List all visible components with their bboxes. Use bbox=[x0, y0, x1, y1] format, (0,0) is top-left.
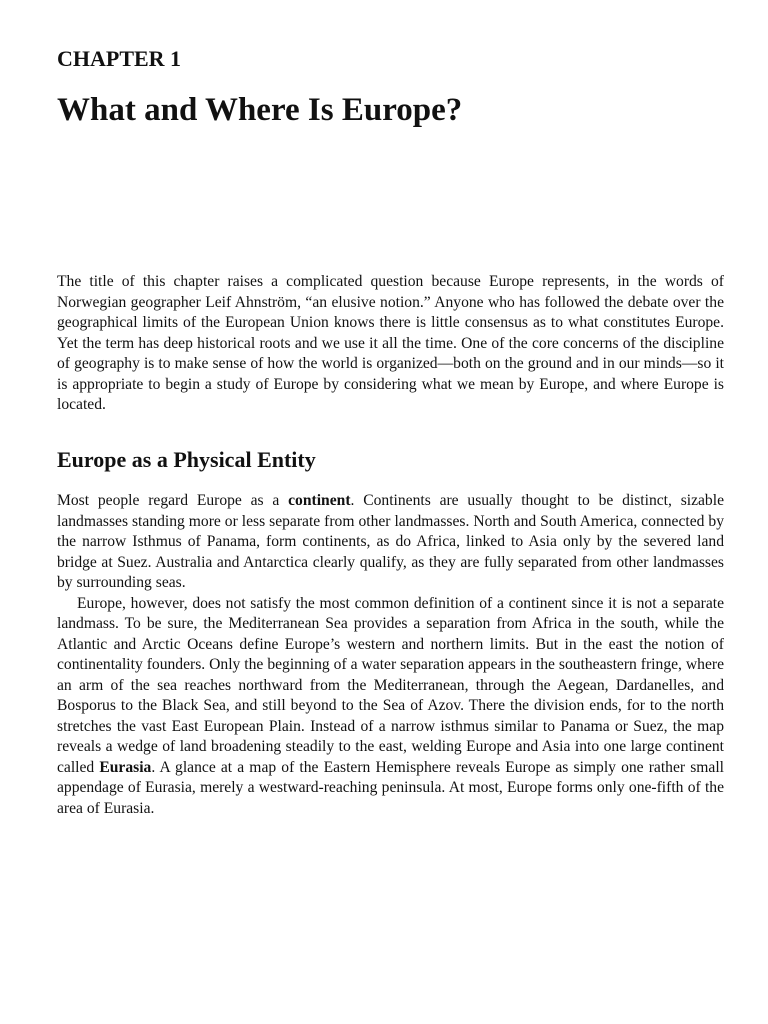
chapter-title: What and Where Is Europe? bbox=[57, 92, 463, 128]
key-term-continent: continent bbox=[288, 492, 351, 509]
intro-paragraph: The title of this chapter raises a complicated question because Europe represents, in the words of Norwegian geographer Leif Ahnström, “an elusive notion.” Anyone who has followed the debate over the geographical limits of the European Union knows there is little consensus as to what constitutes Europe. Yet the term has deep historical roots and we use it all the time. One of the core concerns of the discipline of geography is to make sense of how the world is organized—both on the ground and in our minds—so it is appropriate to begin a study of Europe by considering what we mean by Europe, and where Europe is located. bbox=[57, 273, 724, 413]
paragraph-text: . A glance at a map of the Eastern Hemisphere reveals Europe as simply one rather small appendage of Eurasia, merely a westward-reaching peninsula. At most, Europe forms only one-fifth of the area of Eurasia. bbox=[57, 758, 725, 817]
paragraph-continent bbox=[57, 491, 724, 594]
section-body bbox=[57, 491, 724, 819]
chapter-label: CHAPTER 1 bbox=[57, 46, 182, 71]
key-term-eurasia: Eurasia bbox=[99, 758, 152, 776]
section-heading: Europe as a Physical Entity bbox=[57, 447, 316, 472]
paragraph-text: Europe, however, does not satisfy the most common definition of a continent since it is not a separate landmass. To be sure, the Mediterranean Sea provides a separation from Africa in the south, while the Atlantic and Arctic Oceans define Europe’s western and northern limits. But in the east the notion of continentality founders. Only the beginning of a water separation appears in the southeastern fringe, where an arm of the sea reaches northward from the Mediterranean, through the Aegean, Dardanelles, and Bosporus to the Black Sea, and still beyond to the Sea of Azov. There the division ends, for to the north stretches the vast East European Plain. Instead of a narrow isthmus similar to Panama or Suez, the map reveals a wedge of land broadening steadily to the east, welding Europe and Asia into one large continent called bbox=[57, 594, 724, 776]
paragraph-text: . Continents are usually thought to be distinct, sizable landmasses standing more or less separate from other landmasses. North and South America, connected by the narrow Isthmus of Panama, form continents, as do Africa, linked to Asia only by the severed land bridge at Suez. Australia and Antarctica clearly qualify, as they are fully separated from other landmasses by surrounding seas. bbox=[57, 492, 724, 591]
paragraph-text: Most people regard Europe as a bbox=[57, 492, 289, 509]
paragraph-eurasia bbox=[57, 594, 724, 820]
